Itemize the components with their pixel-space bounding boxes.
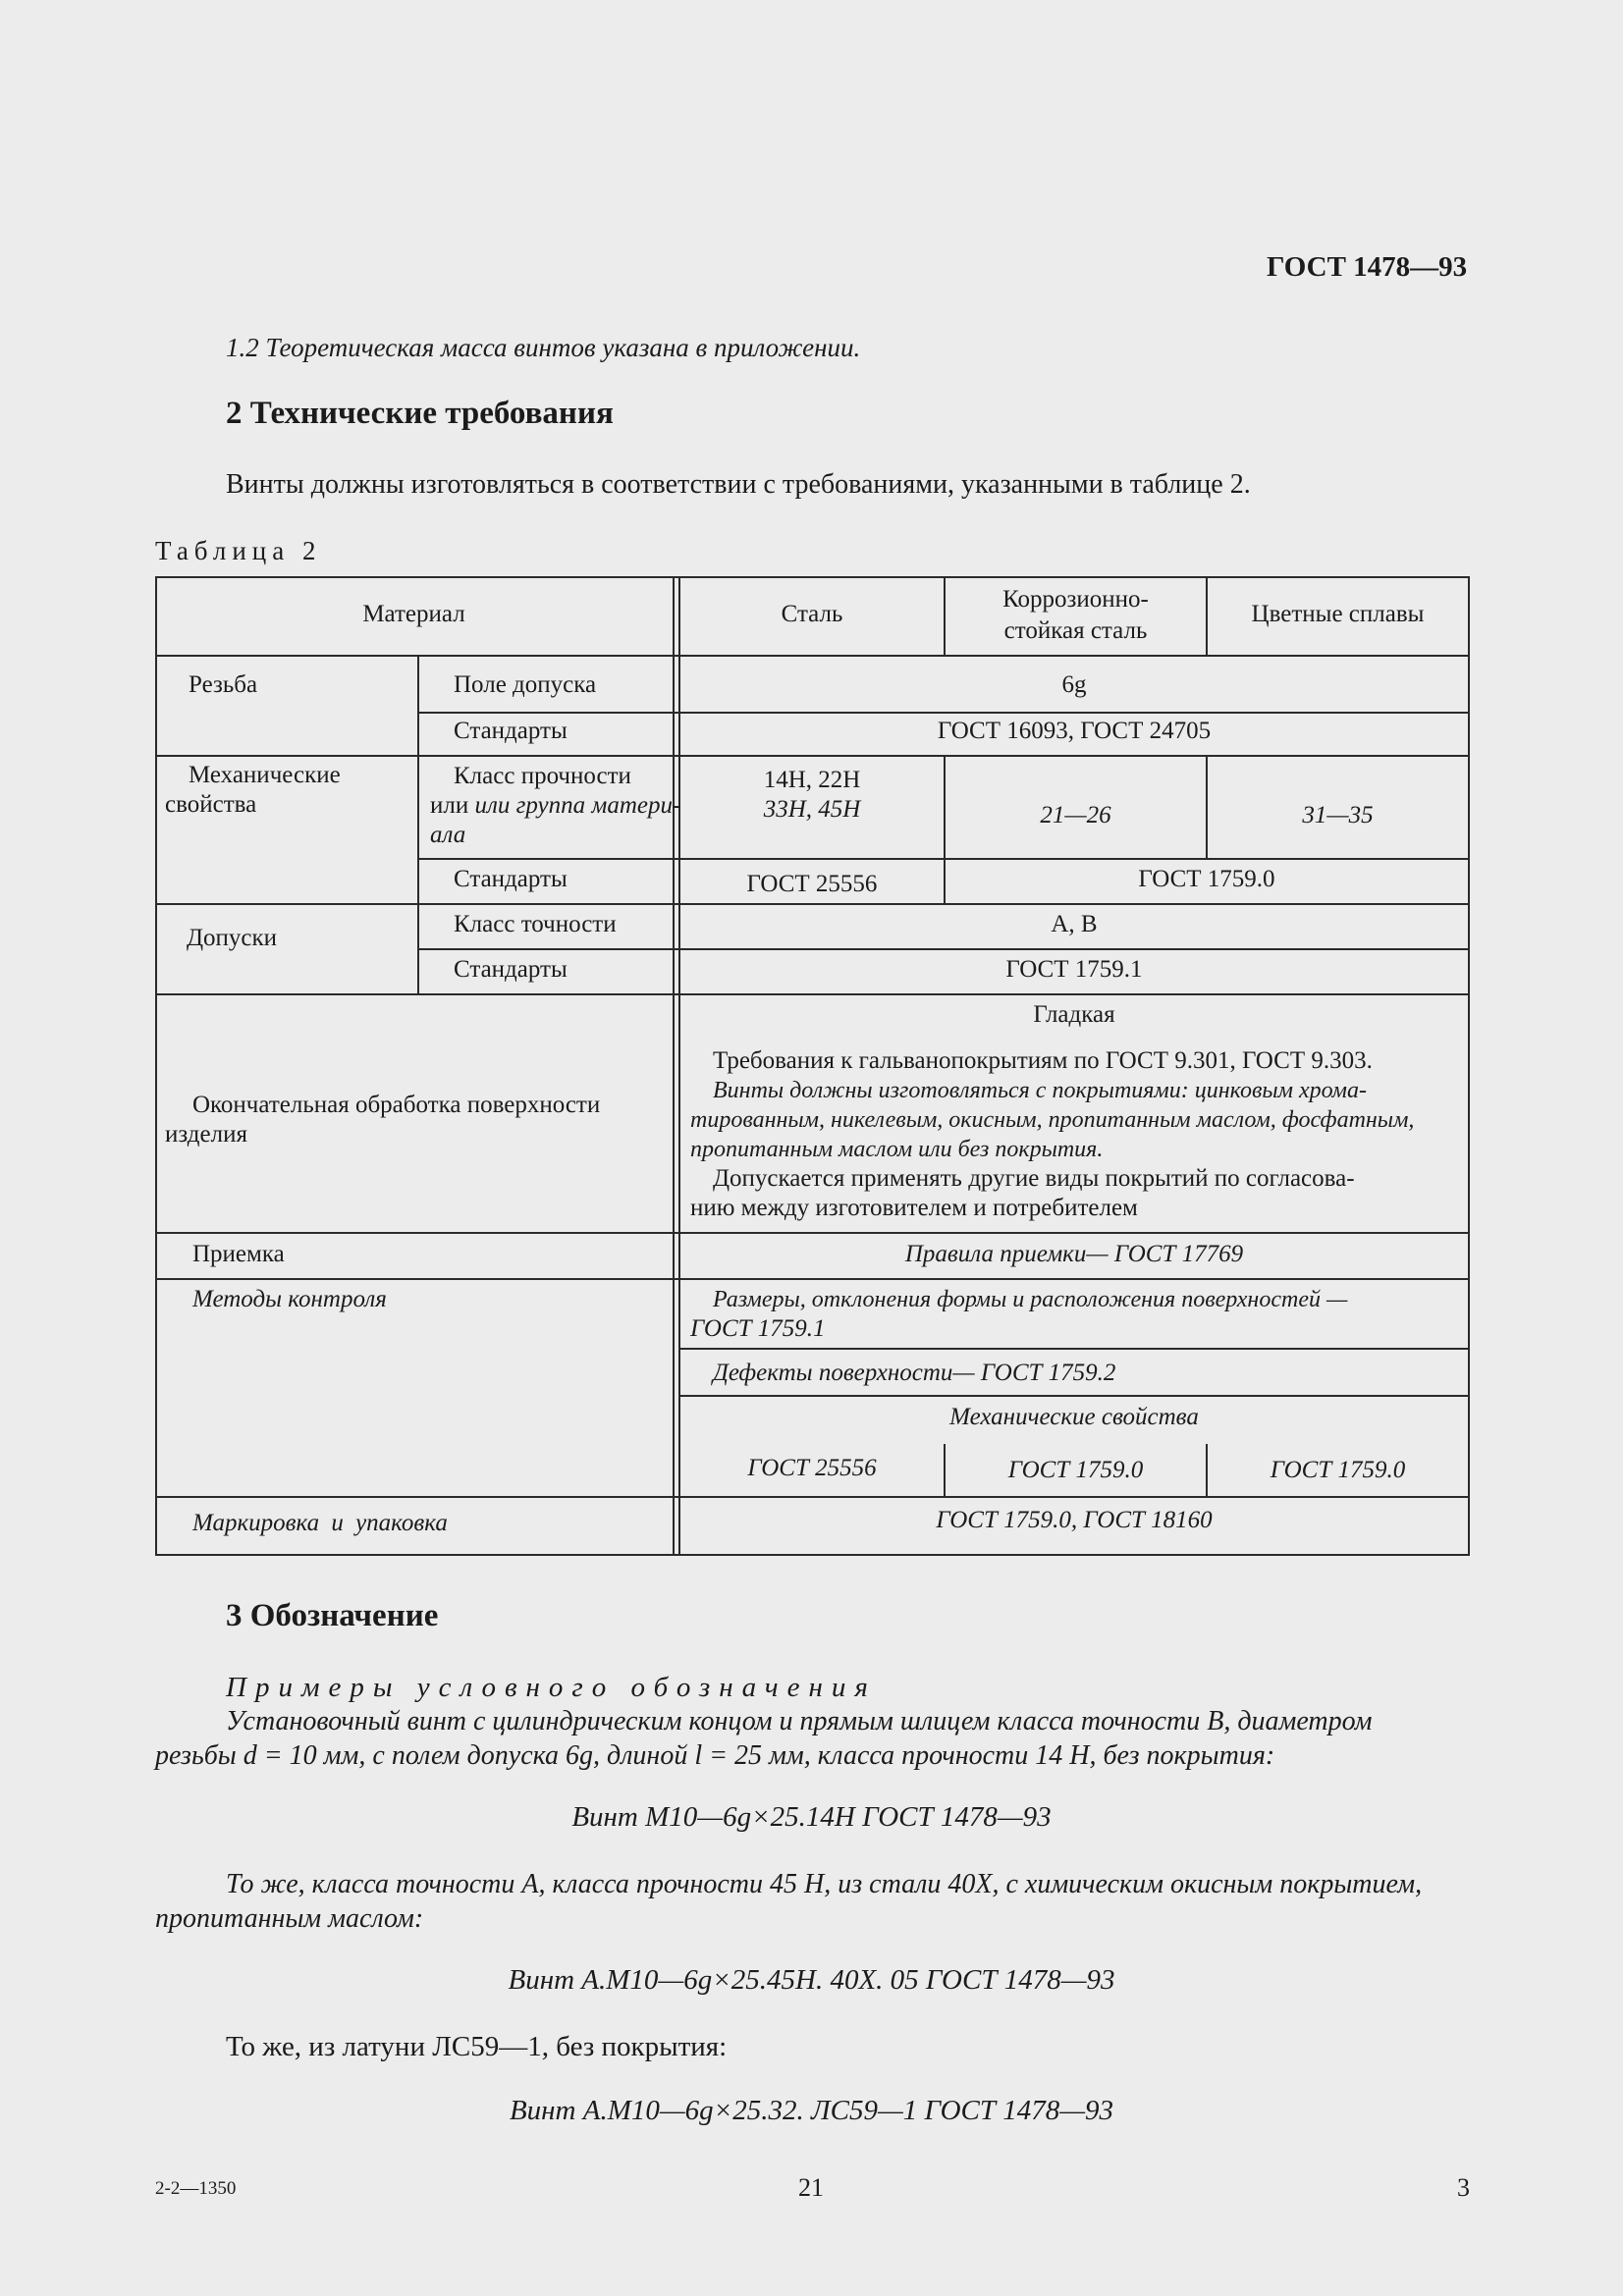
strength-class-label-line3: ала xyxy=(430,822,466,848)
table-rule xyxy=(155,655,1470,657)
acceptance-value: Правила приемки— ГОСТ 17769 xyxy=(904,1241,1244,1267)
table-rule xyxy=(417,655,419,993)
strength-corrosion-resistant: 21—26 xyxy=(1040,802,1111,828)
tolerances-standards-value: ГОСТ 1759.1 xyxy=(1005,956,1143,983)
control-mp-steel: ГОСТ 25556 xyxy=(747,1455,877,1481)
finish-text-line2: Винты должны изготовляться с покрытиями: цинковым хрома- xyxy=(713,1078,1367,1103)
mechanical-standards-steel: ГОСТ 25556 xyxy=(746,871,878,897)
table-rule xyxy=(417,948,1470,950)
table-rule xyxy=(417,712,1470,714)
mechanical-standards-label: Стандарты xyxy=(454,866,568,892)
table-2 xyxy=(155,576,1470,1556)
finish-text-line6: нию между изготовителем и потребителем xyxy=(690,1195,1138,1221)
table-rule xyxy=(680,1395,1470,1397)
table-rule xyxy=(155,993,1470,995)
control-defects: Дефекты поверхности— ГОСТ 1759.2 xyxy=(713,1360,1116,1386)
strength-class-label-line2-italic: или группа матери- xyxy=(474,792,681,819)
strength-class-label-line1: Класс прочности xyxy=(454,763,631,789)
example-1-line2: резьбы d = 10 мм, с полем допуска 6g, длиной l = 25 мм, класса прочности 14 Н, без покрытия: xyxy=(155,1740,1275,1771)
document-header-id: ГОСТ 1478—93 xyxy=(1267,251,1468,283)
section-2-intro: Винты должны изготовляться в соответствии с требованиями, указанными в таблице 2. xyxy=(226,469,1251,500)
control-mp-nonferrous: ГОСТ 1759.0 xyxy=(1270,1457,1406,1483)
section-2-title: 2 Технические требования xyxy=(226,396,614,431)
control-dimensions-line1: Размеры, отклонения формы и расположения поверхностей — xyxy=(713,1287,1348,1312)
row-marking-label: Маркировка и упаковка xyxy=(192,1510,448,1536)
row-thread-label: Резьба xyxy=(189,671,258,698)
row-acceptance-label: Приемка xyxy=(192,1241,285,1267)
table-rule xyxy=(155,1496,1470,1498)
table-rule xyxy=(155,1232,1470,1234)
table-rule xyxy=(155,755,1470,757)
accuracy-class-label: Класс точности xyxy=(454,911,617,937)
table-rule xyxy=(1468,576,1470,1556)
table-rule xyxy=(680,1348,1470,1350)
footer-page-number: 3 xyxy=(1457,2173,1470,2202)
control-dimensions-line2: ГОСТ 1759.1 xyxy=(690,1315,826,1342)
row-mechanical-label-line1: Механические xyxy=(189,762,341,788)
section-3-title: 3 Обозначение xyxy=(226,1598,439,1633)
strength-class-label-line2: или или группа матери- xyxy=(430,792,681,819)
strength-steel-line1: 14Н, 22Н xyxy=(763,767,861,793)
examples-heading: Примеры условного обозначения xyxy=(226,1672,877,1703)
strength-nonferrous: 31—35 xyxy=(1302,802,1374,828)
thread-tolerance-field-label: Поле допуска xyxy=(454,671,597,698)
table-rule xyxy=(155,903,1470,905)
example-1-line1: Установочный винт с цилиндрическим концом и прямым шлицем класса точности В, диаметром xyxy=(226,1706,1373,1736)
example-2-line2: пропитанным маслом: xyxy=(155,1903,424,1934)
table-rule xyxy=(155,1278,1470,1280)
table-rule xyxy=(673,576,675,1556)
header-material: Материал xyxy=(362,601,465,627)
row-tolerances-label: Допуски xyxy=(187,925,278,951)
thread-tolerance-field-value: 6g xyxy=(1061,671,1087,698)
row-finish-label-line1: Окончательная обработка поверхности xyxy=(192,1092,601,1118)
example-3-text: То же, из латуни ЛС59—1, без покрытия: xyxy=(226,2031,728,2062)
header-corrosion-resistant-line2: стойкая сталь xyxy=(1003,617,1148,644)
finish-text-line5: Допускается применять другие виды покрытий по согласова- xyxy=(713,1165,1355,1192)
example-3-designation: Винт А.М10—6g×25.32. ЛС59—1 ГОСТ 1478—93 xyxy=(509,2095,1114,2126)
finish-smooth: Гладкая xyxy=(1033,1001,1115,1028)
header-nonferrous: Цветные сплавы xyxy=(1251,601,1425,627)
header-corrosion-resistant-line1: Коррозионно- xyxy=(1002,586,1149,613)
footer-sheet-number: 21 xyxy=(798,2173,824,2202)
thread-standards-label: Стандарты xyxy=(454,718,568,744)
finish-text-line3: тированным, никелевым, окисным, пропитанным маслом, фосфатным, xyxy=(690,1107,1415,1133)
table-rule xyxy=(155,1554,1470,1556)
tolerances-standards-label: Стандарты xyxy=(454,956,568,983)
strength-steel-line2: 33Н, 45Н xyxy=(763,796,861,823)
header-steel: Сталь xyxy=(781,601,843,627)
marking-value: ГОСТ 1759.0, ГОСТ 18160 xyxy=(936,1507,1213,1533)
row-finish-label-line2: изделия xyxy=(165,1121,247,1148)
paragraph-1-2: 1.2 Теоретическая масса винтов указана в приложении. xyxy=(226,333,861,362)
control-mp-corrosion-resistant: ГОСТ 1759.0 xyxy=(1007,1457,1144,1483)
table-caption: Таблица 2 xyxy=(155,536,322,565)
control-mechanical-properties: Механические свойства xyxy=(949,1404,1199,1430)
footer-print-code: 2-2—1350 xyxy=(155,2178,237,2199)
row-control-methods-label: Методы контроля xyxy=(192,1286,387,1312)
example-1-designation: Винт М10—6g×25.14Н ГОСТ 1478—93 xyxy=(571,1801,1052,1833)
table-rule xyxy=(155,576,1470,578)
finish-text-line1: Требования к гальванопокрытиям по ГОСТ 9.301, ГОСТ 9.303. xyxy=(713,1047,1373,1074)
table-rule xyxy=(155,576,157,1556)
example-2-line1: То же, класса точности А, класса прочности 45 Н, из стали 40Х, с химическим окисным покрытием, xyxy=(226,1869,1423,1899)
row-mechanical-label-line2: свойства xyxy=(165,791,257,818)
example-2-designation: Винт А.М10—6g×25.45Н. 40Х. 05 ГОСТ 1478—93 xyxy=(508,1964,1115,1996)
finish-text-line4: пропитанным маслом или без покрытия. xyxy=(690,1137,1104,1162)
accuracy-class-value: А, В xyxy=(1051,911,1098,937)
mechanical-standards-other: ГОСТ 1759.0 xyxy=(1138,866,1275,892)
thread-standards-value: ГОСТ 16093, ГОСТ 24705 xyxy=(937,718,1212,744)
